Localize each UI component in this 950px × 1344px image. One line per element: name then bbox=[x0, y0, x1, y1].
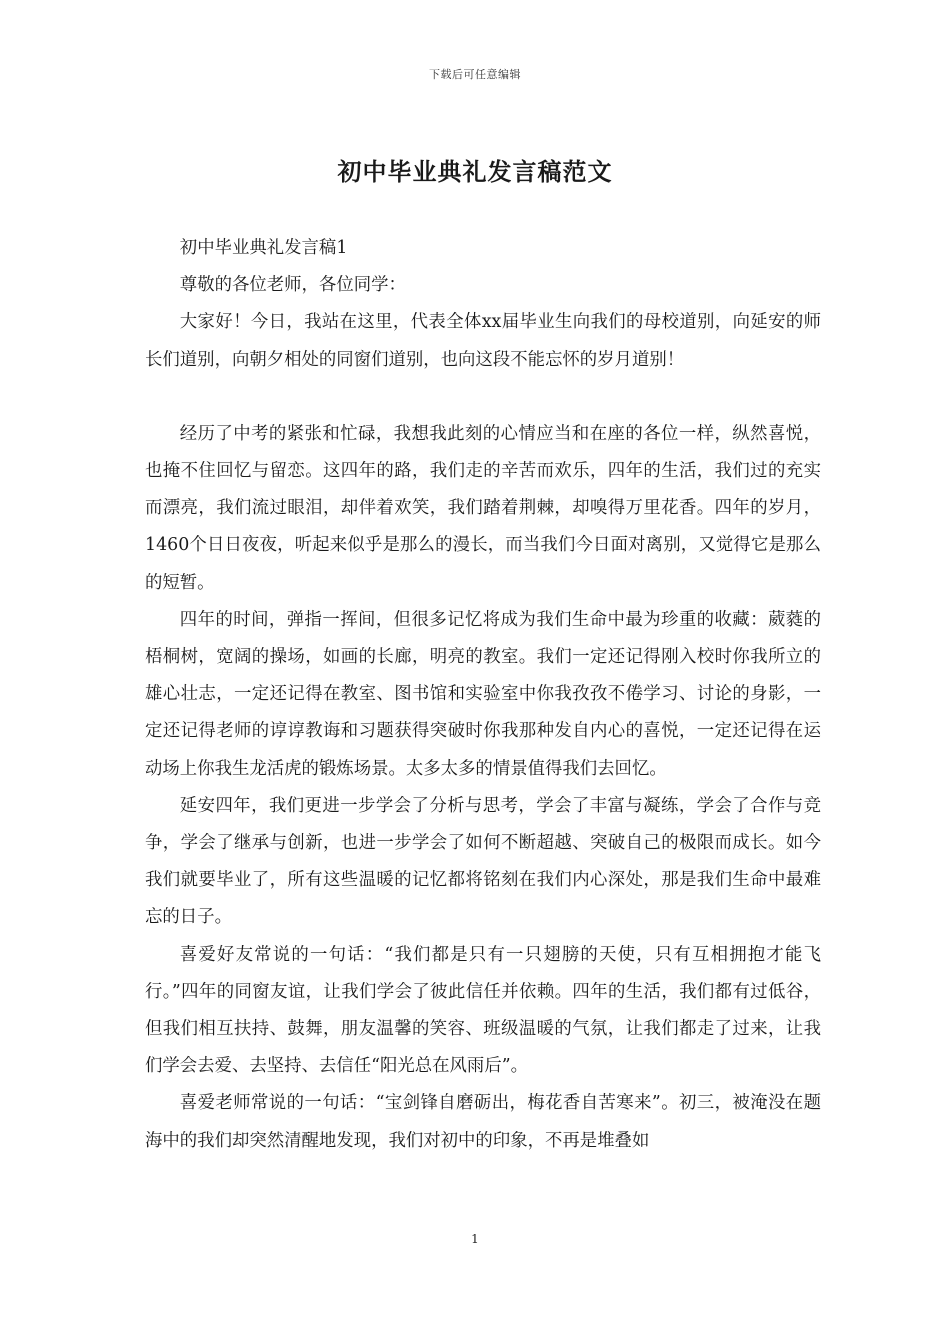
body-paragraph: 喜爱老师常说的一句话：“宝剑锋自磨砺出，梅花香自苦寒来”。初三，被淹没在题海中的我们却突然清醒地发现，我们对初中的印象，不再是堆叠如 bbox=[145, 1093, 821, 1151]
body-paragraph: 喜爱好友常说的一句话：“我们都是只有一只翅膀的天使，只有互相拥抱才能飞行。”四年的同窗友谊，让我们学会了彼此信任并依赖。四年的生活，我们都有过低谷，但我们相互扶持、鼓舞，朋友温馨的笑容、班级温暖的气氛，让我们都走了过来，让我们学会去爱、去坚持、去信任“阳光总在风雨后”。 bbox=[145, 944, 821, 1077]
document-title: 初中毕业典礼发言稿范文 bbox=[337, 157, 613, 186]
body-paragraph: 四年的时间，弹指一挥间，但很多记忆将成为我们生命中最为珍重的收藏：葳蕤的梧桐树，宽阔的操场，如画的长廊，明亮的教室。我们一定还记得刚入校时你我所立的雄心壮志，一定还记得在教室、图书馆和实验室中你我孜孜不倦学习、讨论的身影，一定还记得老师的谆谆教诲和习题获得突破时你我那种发自内心的喜悦，一定还记得在运动场上你我生龙活虎的锻炼场景。太多太多的情景值得我们去回忆。 bbox=[145, 609, 821, 779]
body-paragraph: 大家好！今日，我站在这里，代表全体xx届毕业生向我们的母校道别，向延安的师长们道别，向朝夕相处的同窗们道别，也向这段不能忘怀的岁月道别！ bbox=[145, 312, 821, 370]
body-paragraph: 延安四年，我们更进一步学会了分析与思考，学会了丰富与凝练，学会了合作与竞争，学会了继承与创新，也进一步学会了如何不断超越、突破自己的极限而成长。如今我们就要毕业了，所有这些温暖的记忆都将铭刻在我们内心深处，那是我们生命中最难忘的日子。 bbox=[145, 795, 821, 928]
salutation: 尊敬的各位老师，各位同学： bbox=[179, 275, 406, 296]
body-paragraph: 经历了中考的紧张和忙碌，我想我此刻的心情应当和在座的各位一样，纵然喜悦，也掩不住回忆与留恋。这四年的路，我们走的辛苦而欢乐，四年的生活，我们过的充实而漂亮，我们流过眼泪，却伴着欢笑，我们踏着荆棘，却嗅得万里花香。四年的岁月，1460个日日夜夜，听起来似乎是那么的漫长，而当我们今日面对离别，又觉得它是那么的短暂。 bbox=[145, 423, 821, 593]
page-number: 1 bbox=[471, 1232, 479, 1246]
document-body bbox=[145, 230, 821, 1160]
section-heading: 初中毕业典礼发言稿1 bbox=[179, 238, 348, 258]
header-note: 下载后可任意编辑 bbox=[429, 68, 521, 81]
